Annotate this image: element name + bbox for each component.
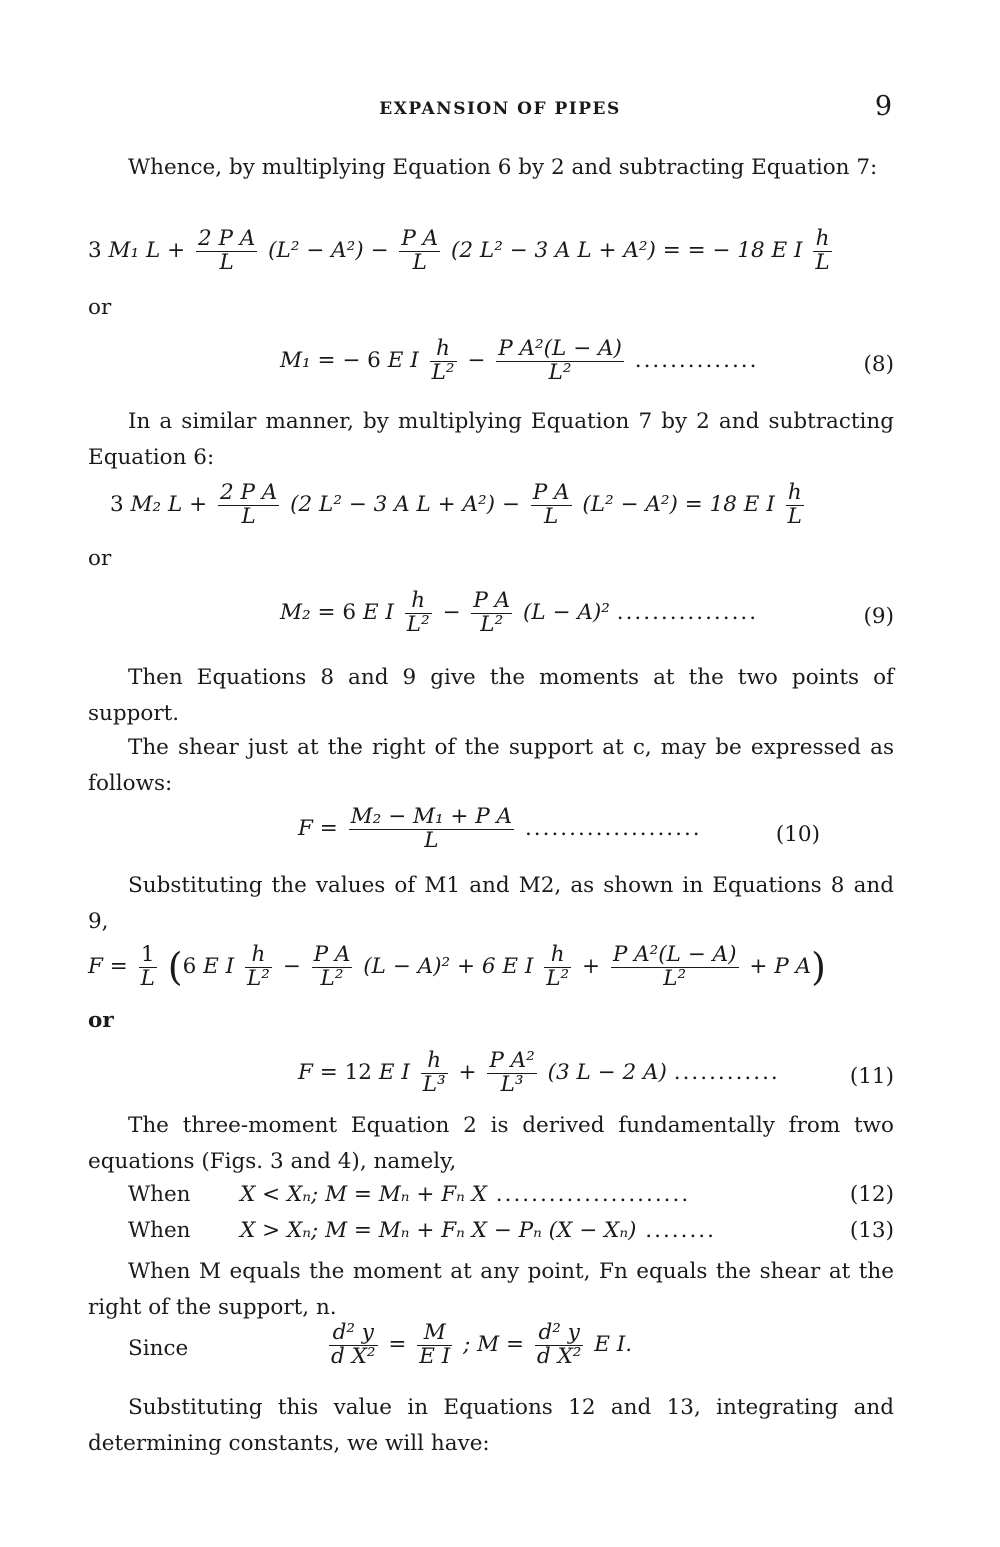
fraction: $\frac{h}{L}$	[787, 480, 802, 529]
connective-or: or	[88, 546, 112, 571]
connective-or: or	[88, 1008, 114, 1033]
fraction: $\frac{\text{d² y}}{\text{d X²}}$	[536, 1320, 582, 1369]
fraction: $\frac{M}{\text{E I}}$	[419, 1320, 451, 1369]
fraction: $\frac{\text{P A}}{\text{L²}}$	[473, 588, 511, 637]
equation-unnumbered-1: 3 M₁ L + $\frac{\text{2 P A}}{L}$ (L² − A²) − $\frac{\text{P A}}{L}$ (2 L² − 3 A L + A²) = = − 18 E I $\frac{h}{L}$	[88, 226, 830, 275]
paragraph-3: Then Equations 8 and 9 give the moments at the two points of support.	[88, 665, 894, 726]
fraction: $\frac{1}{L}$	[140, 942, 155, 991]
fraction: $\frac{h}{\text{L²}}$	[546, 942, 570, 991]
fraction: $\frac{\text{P A²}}{\text{L³}}$	[489, 1048, 535, 1097]
paragraph-7: When M equals the moment at any point, Fn equals the shear at the right of the support, n.	[88, 1259, 894, 1320]
connective-or: or	[88, 295, 112, 320]
page-number: 9	[874, 91, 892, 122]
equation-9: M₂ = 6 E I $\frac{h}{\text{L²}}$ − $\frac{\text{P A}}{\text{L²}}$ (L − A)² ................	[280, 588, 759, 637]
equation-12: When X < Xₙ; M = Mₙ + Fₙ X ......................	[128, 1182, 691, 1207]
paragraph-8: Substituting this value in Equations 12 and 13, integrating and determining constants, we will have:	[88, 1395, 894, 1456]
running-head: EXPANSION OF PIPES	[379, 99, 621, 119]
fraction: $\frac{h}{L}$	[815, 226, 830, 275]
paragraph-4: The shear just at the right of the support at c, may be expressed as follows:	[88, 735, 894, 796]
equation-8: M₁ = − 6 E I $\frac{h}{\text{L²}}$ − $\frac{\text{P A²(L − A)}}{\text{L²}}$ ..............	[280, 336, 759, 385]
fraction: $\frac{\text{P A²(L − A)}}{\text{L²}}$	[498, 336, 622, 385]
paragraph-5: Substituting the values of M1 and M2, as shown in Equations 8 and 9,	[88, 873, 894, 934]
equation-10: F = $\frac{\text{M₂ − M₁ + P A}}{L}$ ....................	[298, 804, 702, 853]
fraction: $\frac{\text{P A}}{L}$	[401, 226, 439, 275]
paragraph-1: Whence, by multiplying Equation 6 by 2 and subtracting Equation 7:	[128, 155, 878, 180]
fraction: $\frac{\text{2 P A}}{L}$	[197, 226, 256, 275]
fraction: $\frac{h}{\text{L³}}$	[422, 1048, 446, 1097]
fraction: $\frac{h}{\text{L²}}$	[406, 588, 430, 637]
fraction: $\frac{\text{P A}}{\text{L²}}$	[313, 942, 351, 991]
fraction: $\frac{\text{P A²(L − A)}}{\text{L²}}$	[612, 942, 737, 991]
equation-number-13: (13)	[849, 1218, 894, 1243]
equation-number-12: (12)	[849, 1182, 894, 1207]
equation-number-8: (8)	[863, 352, 894, 377]
fraction: $\frac{h}{\text{L²}}$	[431, 336, 455, 385]
fraction: $\frac{\text{d² y}}{\text{d X²}}$	[331, 1320, 376, 1369]
fraction: $\frac{\text{M₂ − M₁ + P A}}{L}$	[350, 804, 513, 853]
paragraph-6: The three-moment Equation 2 is derived fundamentally from two equations (Figs. 3 and 4), namely,	[88, 1113, 894, 1174]
equation-number-10: (10)	[775, 822, 820, 847]
equation-13: When X > Xₙ; M = Mₙ + Fₙ X − Pₙ (X − Xₙ) ........	[128, 1218, 716, 1243]
paragraph-2: In a similar manner, by multiplying Equation 7 by 2 and subtracting Equation 6:	[88, 409, 894, 470]
equation-unnumbered-3: F = $\frac{1}{L}$ (6 E I $\frac{h}{\text{L²}}$ − $\frac{\text{P A}}{\text{L²}}$ (L − A)² + 6 E I $\frac{h}{\text{L²}}$ + $\frac{\text{P A²(L − A)}}{\text{L²}}$ + P A)	[88, 942, 826, 991]
fraction: $\frac{\text{P A}}{L}$	[532, 480, 570, 529]
equation-unnumbered-2: 3 M₂ L + $\frac{\text{2 P A}}{L}$ (2 L² − 3 A L + A²) − $\frac{\text{P A}}{L}$ (L² − A²) = 18 E I $\frac{h}{L}$	[110, 480, 802, 529]
fraction: $\frac{h}{\text{L²}}$	[246, 942, 270, 991]
equation-11: F = 12 E I $\frac{h}{\text{L³}}$ + $\frac{\text{P A²}}{\text{L³}}$ (3 L − 2 A) ............	[298, 1048, 780, 1097]
equation-since: $\frac{\text{d² y}}{\text{d X²}}$ = $\frac{M}{\text{E I}}$ ; M = $\frac{\text{d² y}}{\text{d X²}}$ E I.	[331, 1320, 633, 1369]
equation-number-11: (11)	[849, 1064, 894, 1089]
since-label: Since	[128, 1336, 189, 1361]
page-header	[0, 91, 1000, 125]
equation-number-9: (9)	[863, 604, 894, 629]
fraction: $\frac{\text{2 P A}}{L}$	[219, 480, 278, 529]
